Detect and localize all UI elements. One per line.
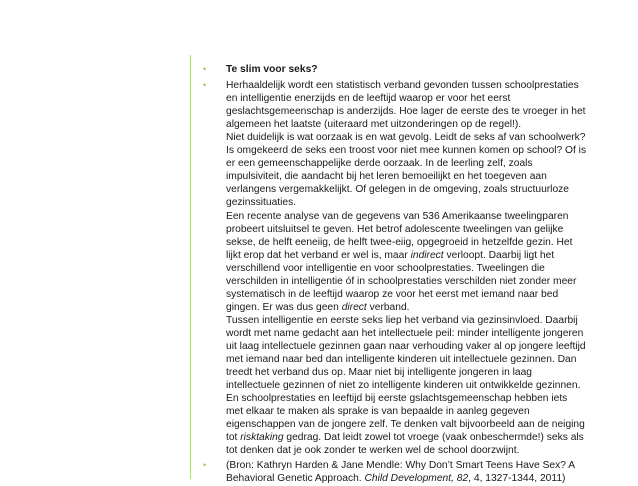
body-line: probeert uitsluitsel te geven. Het betrof adolescente tweelingen van gelijke <box>226 223 564 235</box>
body-line: verlangens vergemakkelijkt. Of gelegen in de omgeving, zoals structuurloze <box>226 184 569 196</box>
body-line: gezinssituaties. <box>226 197 297 209</box>
text-run: tot <box>226 432 241 444</box>
body-line: Een recente analyse van de gegevens van 536 Amerikaanse tweelingparen <box>226 210 569 222</box>
emphasis-indirect: indirect <box>410 249 444 261</box>
divider-rule <box>190 55 191 479</box>
text-run: , 4, 1327-1344, 2011) <box>468 473 566 485</box>
emphasis-risktaking: risktaking <box>240 432 284 444</box>
bullet-icon: • <box>203 80 207 91</box>
body-line <box>226 249 608 262</box>
body-line: uit laag intellectuele gezinnen gaan naar verhouding vaker al op jongere leeftijd <box>226 340 586 352</box>
body-line: sekse, de helft eeneiig, de helft twee-eiig, opgegroeid in hetzelfde gezin. Het <box>226 236 573 248</box>
emphasis-direct: direct <box>341 301 367 313</box>
body-line: geslachtsgemeenschap is anderzijds. Hoe lager de eerste des te vroeger in het <box>226 106 586 118</box>
body-line: verschilden in intelligentie óf in schoolprestaties verschilden niet zonder meer <box>226 275 577 287</box>
body-line: treedt het verband dus op. Maar niet bij intelligente jongeren in laag <box>226 367 532 379</box>
bullet-item-heading <box>203 63 608 76</box>
source-line: (Bron: Kathryn Harden & Jane Mendle: Why Don’t Smart Teens Have Sex? A <box>226 460 576 472</box>
body-line: wordt met name gedacht aan het intellectuele peil: minder intelligente jongeren <box>226 327 584 339</box>
body-line: intellectuele gezinnen of niet zo intelligente kinderen uit ontwikkelde gezinnen. <box>226 380 581 392</box>
bullet-item-source <box>203 459 608 485</box>
text-run: gedrag. Dat leidt zowel tot vroege (vaak onbeschermde!) seks als <box>283 432 584 444</box>
body-line: algemeen het laatste (uiteraard met uitzonderingen op de regel!). <box>226 119 522 131</box>
body-line: En schoolprestaties en leeftijd bij eerste gslachtsgemeenschap hebben iets <box>226 393 568 405</box>
journal-name: Child Development, 82 <box>364 473 469 485</box>
text-run: Behavioral Genetic Approach. <box>226 473 365 485</box>
body-line: Herhaaldelijk wordt een statistisch verband gevonden tussen schoolprestaties <box>226 80 579 92</box>
body-text <box>226 79 608 457</box>
bullet-list <box>203 63 608 486</box>
body-line <box>226 431 608 444</box>
body-line: tot denken dat je ook zonder te werken wel de school doorzwijnt. <box>226 445 520 457</box>
source-citation <box>226 459 608 485</box>
bullet-icon: • <box>203 64 207 74</box>
body-line: verschillend voor intelligentie en voor schoolprestaties. Tweelingen die <box>226 262 545 274</box>
body-line: en intelligentie enerzijds en de leeftijd waarop er voor het eerst <box>226 93 511 105</box>
body-line: met elkaar te maken als sprake is van bepaalde in aanleg gegeven <box>226 406 530 418</box>
bullet-icon: • <box>203 460 207 471</box>
body-line: met iemand naar bed dan intelligente kinderen uit intellectuele gezinnen. Dan <box>226 354 577 366</box>
text-run: verband. <box>366 301 410 313</box>
body-line: Tussen intelligentie en eerste seks liep het verband via gezinsinvloed. Daarbij <box>226 314 578 326</box>
text-run: gingen. Er was dus geen <box>226 301 342 313</box>
bullet-item-body <box>203 79 608 457</box>
body-line: impulsiviteit, die aandacht bij het leren bemoeilijkt en het toegeven aan <box>226 171 547 183</box>
body-line: eigenschappen van de jongere zelf. Te denken valt bijvoorbeeld aan de neiging <box>226 419 585 431</box>
body-line: er een gemeenschappelijke derde oorzaak. In de leerling zelf, zoals <box>226 158 533 170</box>
body-line <box>226 301 608 314</box>
body-line: systematisch in de leeftijd waarop ze voor het eerst met iemand naar bed <box>226 288 559 300</box>
text-run: lijkt erop dat het verband er wel is, maar <box>226 249 411 261</box>
body-line: Is omgekeerd de seks een troost voor niet mee kunnen komen op school? Of is <box>226 145 587 157</box>
body-line: Niet duidelijk is wat oorzaak is en wat gevolg. Leidt de seks af van schoolwerk? <box>226 132 586 144</box>
heading: Te slim voor seks? <box>226 64 318 75</box>
text-run: verloopt. Daarbij ligt het <box>443 249 555 261</box>
